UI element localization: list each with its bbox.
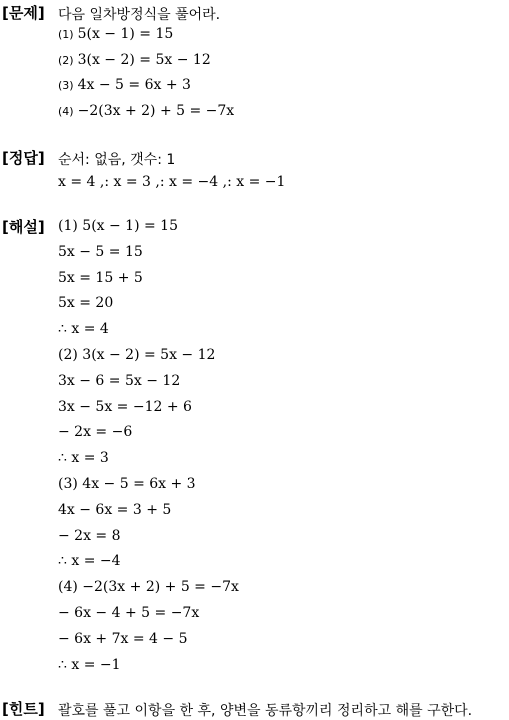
solution-line: ∴ x = 3 — [58, 450, 109, 467]
item-number: (2) — [58, 54, 74, 67]
solution-line: ∴ x = 4 — [58, 321, 109, 338]
solution-line: 5x − 5 = 15 — [58, 243, 143, 260]
item-equation: 3(x − 2) = 5x − 12 — [77, 52, 211, 68]
solution-line: 4x − 6x = 3 + 5 — [58, 501, 172, 518]
item-number: (1) — [58, 28, 74, 41]
solution-line: (4) −2(3x + 2) + 5 = −7x — [58, 579, 239, 596]
solution-line: − 6x − 4 + 5 = −7x — [58, 605, 200, 621]
solution-line: 3x − 5x = −12 + 6 — [58, 398, 192, 415]
item-equation: −2(3x + 2) + 5 = −7x — [77, 103, 235, 119]
solution-line: (2) 3(x − 2) = 5x − 12 — [58, 347, 216, 363]
solution-line: 5x = 20 — [58, 295, 114, 312]
problem-label: [문제] — [2, 4, 45, 22]
hint-label: [힌트] — [2, 700, 45, 718]
problem-text: 다음 일차방정식을 풀어라. — [58, 7, 221, 23]
problem-item-3 — [58, 77, 191, 93]
answer-text: 순서: 없음, 갯수: 1 — [58, 152, 176, 168]
item-number: (3) — [58, 79, 74, 92]
solution-line: 5x = 15 + 5 — [58, 269, 143, 286]
problem-item-4 — [58, 103, 234, 119]
solution-line: (1) 5(x − 1) = 15 — [58, 218, 178, 234]
solution-line: (3) 4x − 5 = 6x + 3 — [58, 476, 196, 492]
solution-line: − 6x + 7x = 4 − 5 — [58, 630, 188, 647]
solution-label: [해설] — [2, 218, 45, 236]
solution-line: ∴ x = −1 — [58, 656, 121, 673]
item-equation: 5(x − 1) = 15 — [77, 26, 174, 42]
answer-label: [정답] — [2, 149, 45, 167]
item-number: (4) — [58, 105, 74, 118]
problem-item-1 — [58, 26, 173, 42]
answer-line: x = 4 ,: x = 3 ,: x = −4 ,: x = −1 — [58, 174, 286, 190]
item-equation: 4x − 5 = 6x + 3 — [77, 77, 191, 93]
problem-item-2 — [58, 52, 211, 68]
solution-line: ∴ x = −4 — [58, 553, 121, 570]
solution-line: − 2x = −6 — [58, 424, 133, 441]
solution-line: 3x − 6 = 5x − 12 — [58, 372, 181, 389]
hint-text: 괄호를 풀고 이항을 한 후, 양변을 동류항끼리 정리하고 해를 구한다. — [58, 703, 473, 719]
solution-line: − 2x = 8 — [58, 527, 121, 544]
